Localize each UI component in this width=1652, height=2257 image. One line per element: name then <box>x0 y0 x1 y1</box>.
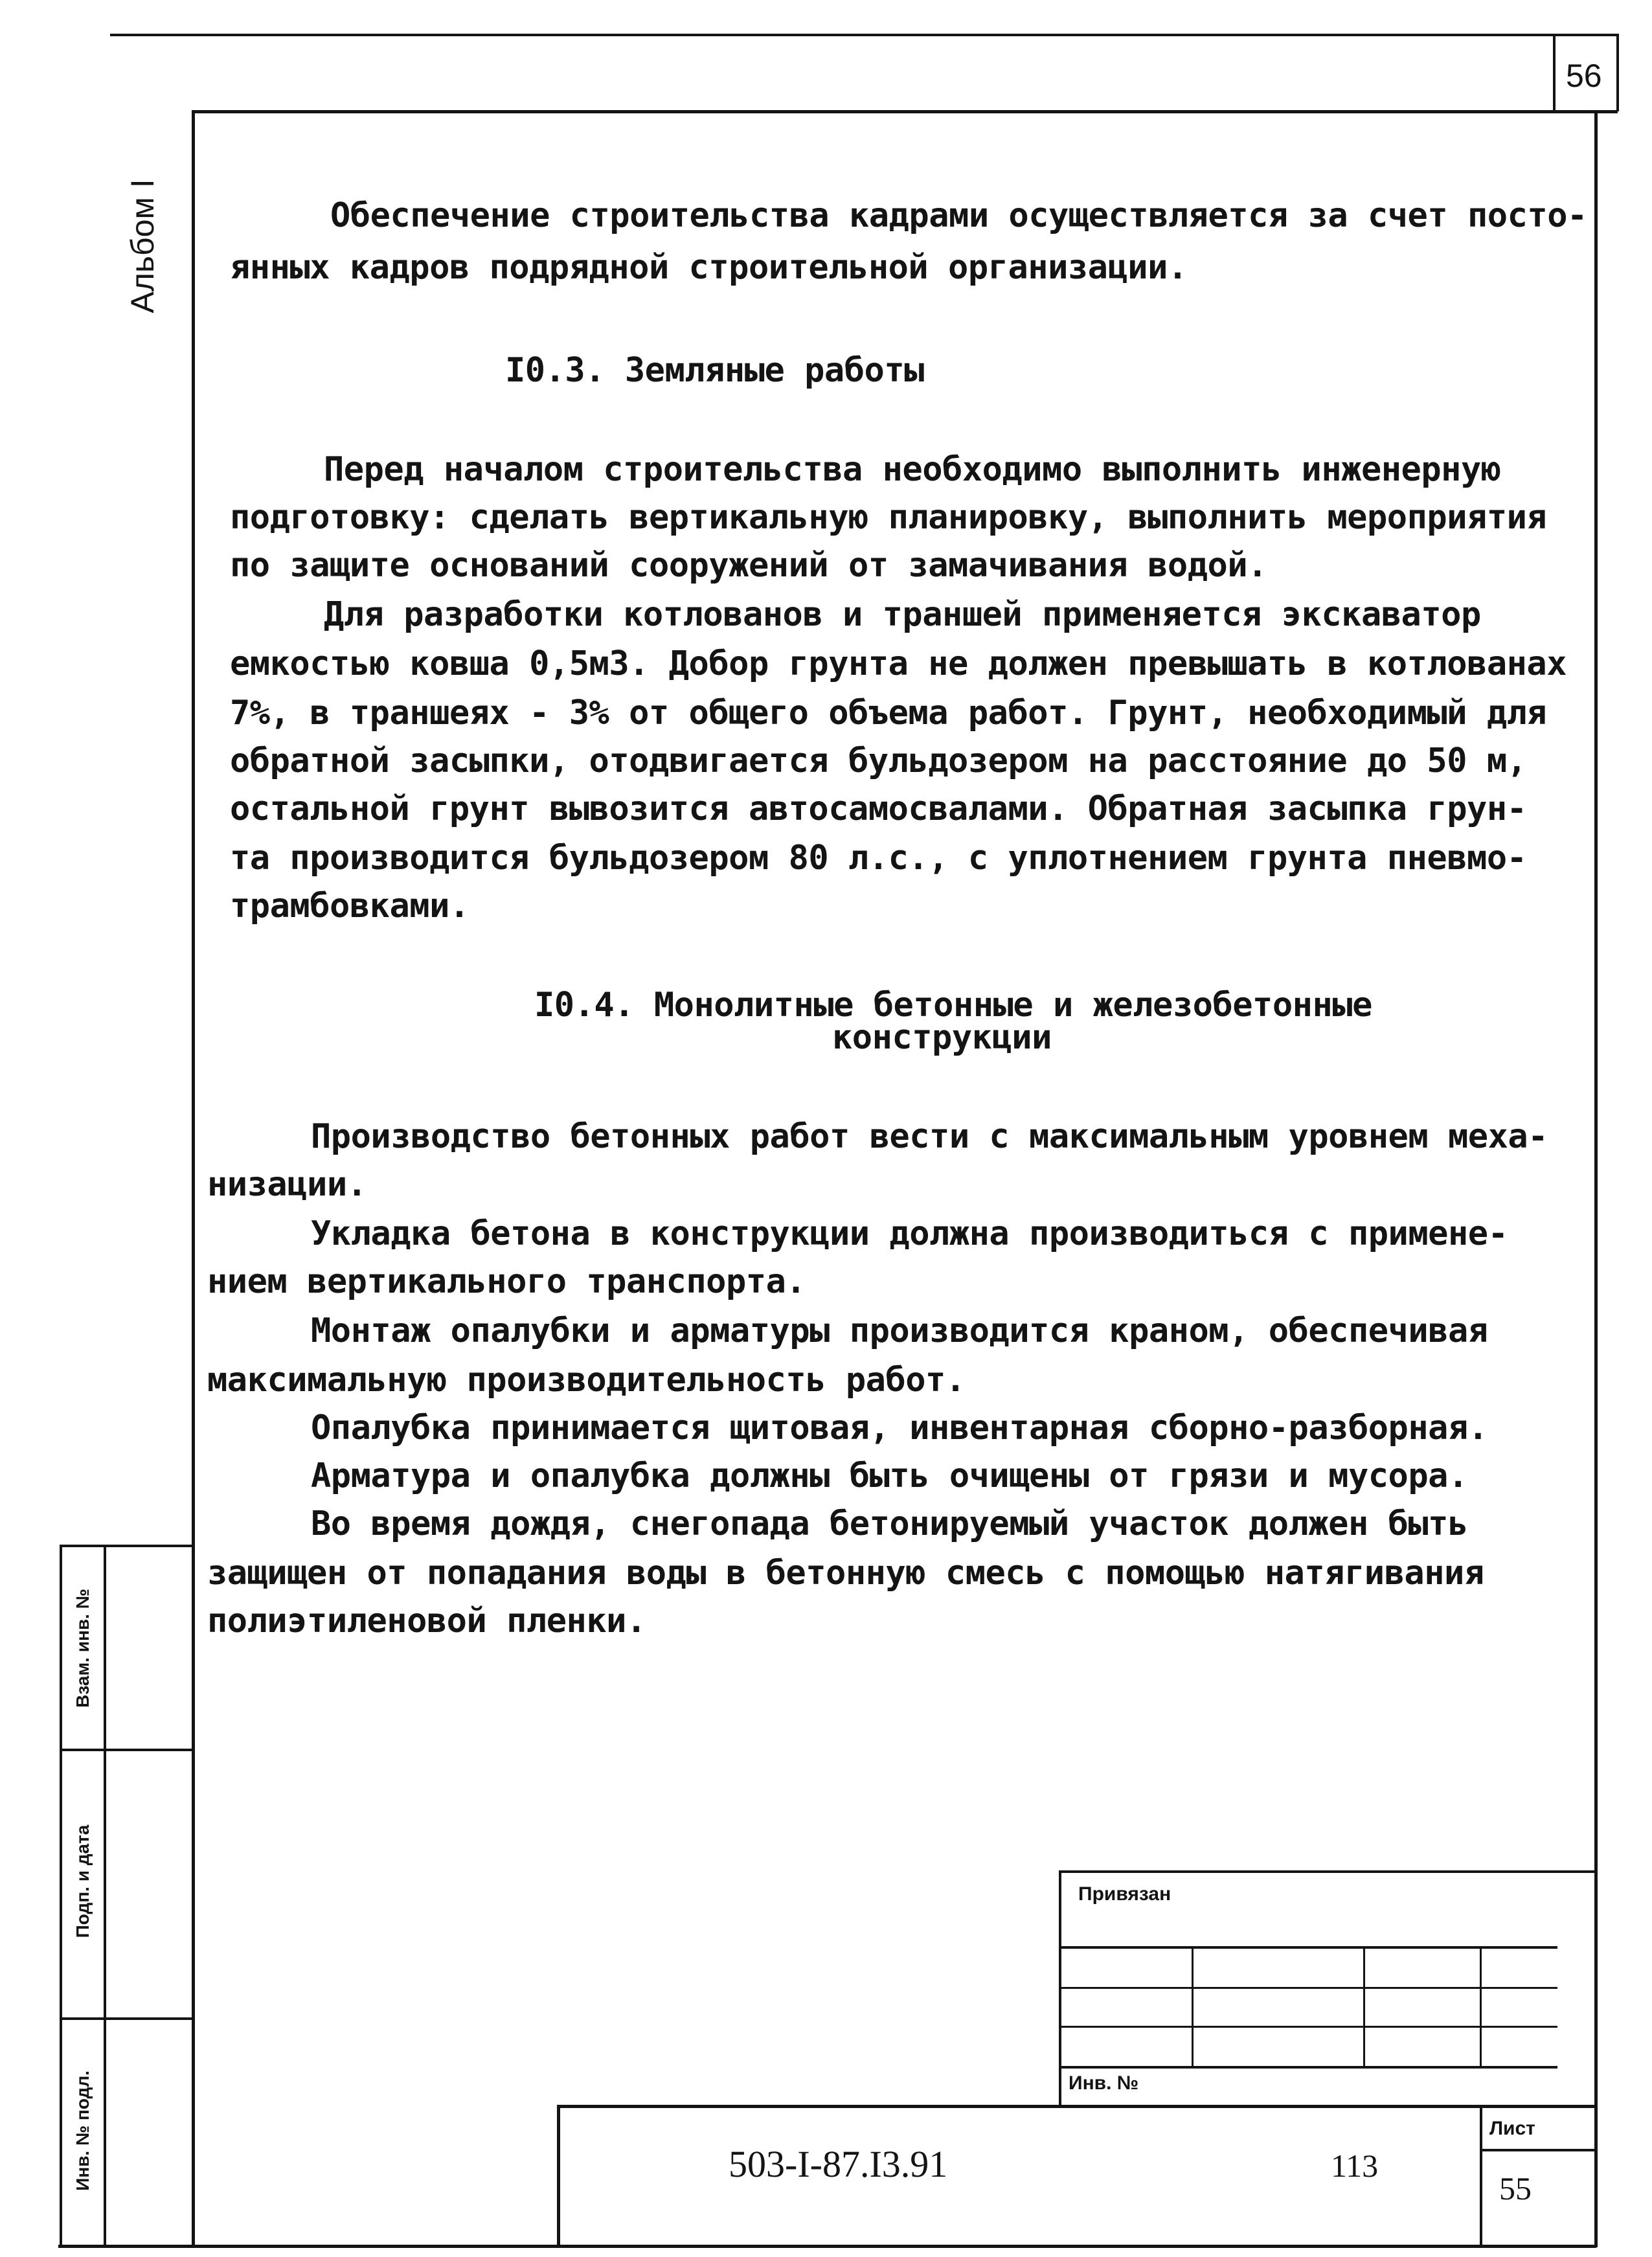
inv-podl-label: Инв. № подл. <box>73 2070 93 2191</box>
p7-line-1: Опалубка принимается щитовая, инвентарная сборно-разборная. <box>311 1409 1488 1447</box>
side-stamp-h2 <box>60 2017 193 2020</box>
frame-top <box>193 110 1618 113</box>
p2-line-1: Перед началом строительства необходимо выполнить инженерную <box>324 450 1501 489</box>
side-stamp-outer-left <box>60 1545 62 2247</box>
doc-code: 503-I-87.I3.91 <box>729 2143 948 2185</box>
p3-line-2: емкостью ковша 0,5м3. Добор грунта не должен превышать в котлованах <box>230 644 1567 683</box>
side-stamp-h1 <box>60 1749 193 1751</box>
frame-bottom <box>58 2245 1596 2248</box>
p3-line-3: 7%, в траншеях - 3% от общего объема работ. Грунт, необходимый для <box>230 694 1547 732</box>
page-number-box-left <box>1553 34 1556 111</box>
p1-line-2: янных кадров подрядной строительной организации. <box>230 248 1188 287</box>
side-stamp-top <box>60 1545 193 1547</box>
sheet-number: 55 <box>1499 2170 1532 2206</box>
p3-line-1: Для разработки котлованов и траншей применяется экскаватор <box>324 595 1481 634</box>
p3-line-7: трамбовками. <box>230 887 470 925</box>
p8-line-1: Арматура и опалубка должны быть очищены от грязи и мусора. <box>311 1457 1468 1495</box>
frame-left <box>192 110 195 2247</box>
side-stamp-inner-divider <box>104 1545 106 2247</box>
p6-line-2: максимальную производительность работ. <box>207 1361 966 1400</box>
album-label: Альбом I <box>124 179 161 313</box>
inv-no-label: Инв. № <box>1069 2072 1139 2094</box>
heading-10-3: I0.3. Земляные работы <box>505 351 924 390</box>
page-number: 56 <box>1566 58 1602 94</box>
page-mark: 113 <box>1331 2148 1379 2184</box>
page-number-box-right <box>1616 34 1619 111</box>
p9-line-3: полиэтиленовой пленки. <box>207 1602 646 1640</box>
header-top-line <box>110 34 1619 36</box>
p6-line-1: Монтаж опалубки и арматуры производится краном, обеспечивая <box>311 1311 1488 1350</box>
tb-col-line-3 <box>1480 1946 1482 2066</box>
tb-row-line-4 <box>1059 2066 1557 2069</box>
p3-line-4: обратной засыпки, отодвигается бульдозером на расстояние до 50 м, <box>230 742 1527 780</box>
p4-line-1: Производство бетонных работ вести с максимальным уровнем меха- <box>311 1117 1548 1156</box>
p9-line-2: защищен от попадания воды в бетонную смесь с помощью натягивания <box>207 1554 1484 1593</box>
privyazan-label: Привязан <box>1078 1883 1171 1905</box>
tb-main-left <box>557 2105 560 2247</box>
frame-right <box>1594 110 1598 2247</box>
p3-line-6: та производится бульдозером 80 л.с., с уплотнением грунта пневмо- <box>230 839 1527 878</box>
p2-line-2: подготовку: сделать вертикальную планировку, выполнить мероприятия <box>230 498 1547 537</box>
p2-line-3: по защите оснований сооружений от замачивания водой. <box>230 546 1267 585</box>
tb-sheet-divider <box>1480 2149 1596 2151</box>
p5-line-1: Укладка бетона в конструкции должна производиться с примене- <box>311 1214 1508 1253</box>
p5-line-2: нием вертикального транспорта. <box>207 1262 806 1301</box>
tb-upper-top <box>1059 1870 1596 1873</box>
heading-10-4-line-1: I0.4. Монолитные бетонные и железобетонные <box>534 986 1372 1025</box>
p4-line-2: низации. <box>207 1165 367 1204</box>
tb-row-line-2 <box>1059 1987 1557 1989</box>
tb-row-line-1 <box>1059 1946 1557 1949</box>
p1-line-1: Обеспечение строительства кадрами осуществляется за счет посто- <box>330 196 1587 235</box>
tb-row-line-3 <box>1059 2026 1557 2028</box>
tb-sheet-col-left <box>1480 2105 1482 2247</box>
heading-10-4-line-2: конструкции <box>832 1018 1052 1057</box>
sheet-label: Лист <box>1489 2118 1535 2139</box>
vzam-inv-label: Взам. инв. № <box>73 1589 93 1708</box>
tb-col-line-2 <box>1363 1946 1365 2066</box>
tb-main-top <box>557 2105 1596 2108</box>
p9-line-1: Во время дождя, снегопада бетонируемый участок должен быть <box>311 1504 1468 1543</box>
podp-data-label: Подп. и дата <box>73 1824 93 1938</box>
p3-line-5: остальной грунт вывозится автосамосвалами. Обратная засыпка грун- <box>230 789 1527 828</box>
tb-col-line-1 <box>1192 1946 1194 2066</box>
